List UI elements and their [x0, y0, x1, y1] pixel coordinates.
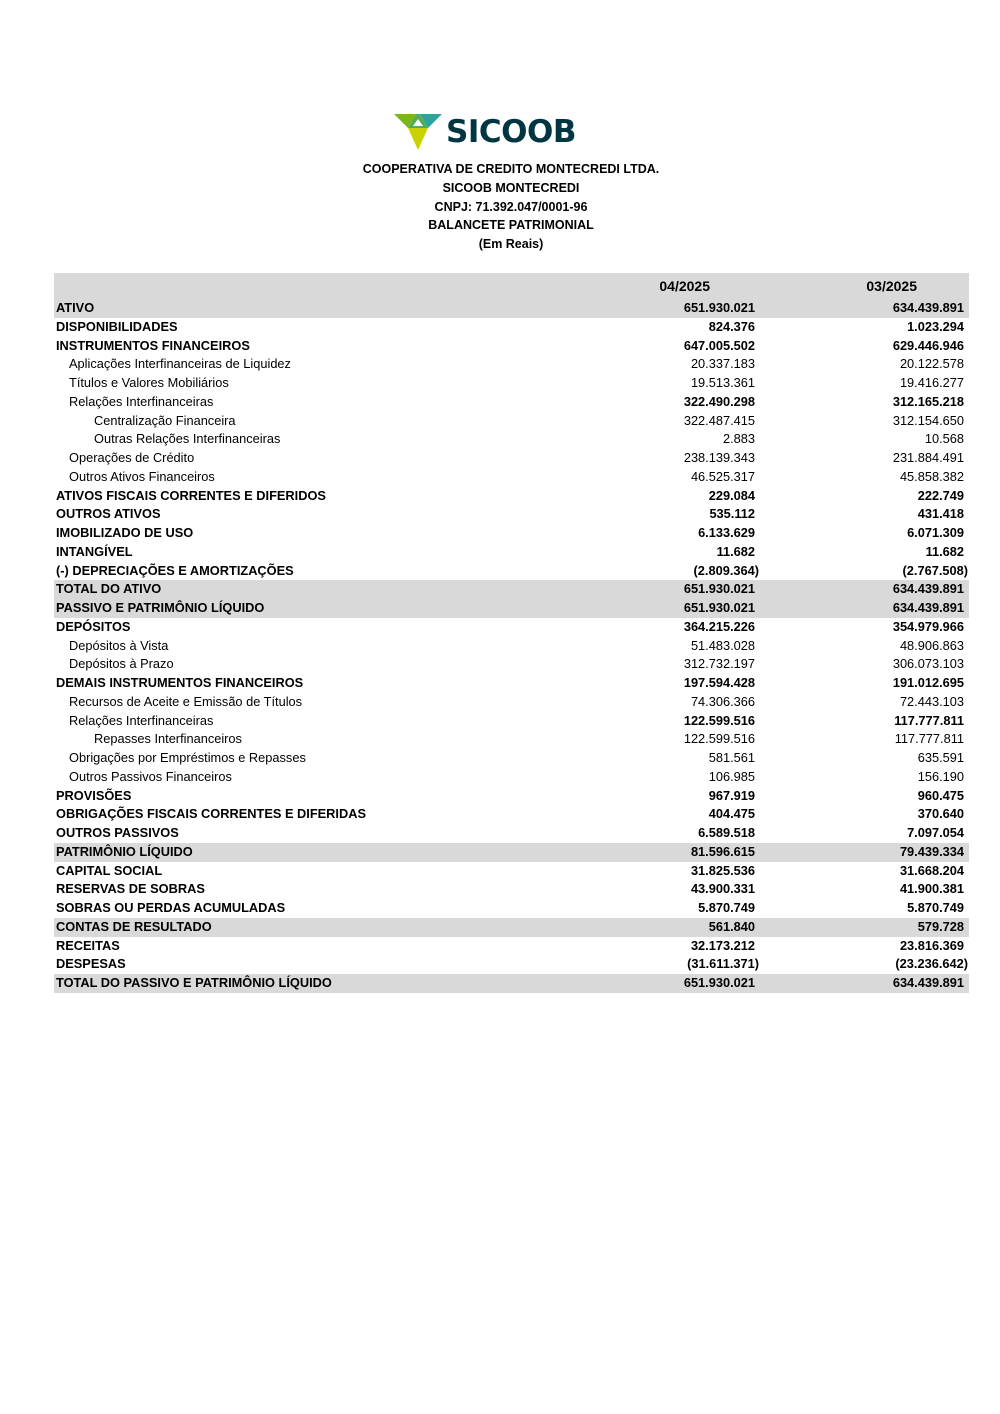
- value-current: [598, 318, 755, 337]
- value-previous: [755, 524, 969, 543]
- value-previous-text: 231.884.491: [892, 450, 964, 465]
- value-current-text: 229.084: [708, 487, 755, 503]
- table-row: [54, 374, 969, 393]
- value-previous-text: 156.190: [917, 768, 964, 784]
- value-current: [598, 580, 755, 599]
- table-row: [54, 880, 969, 899]
- value-current-text: 581.561: [708, 750, 755, 765]
- value-previous-text: 312.165.218: [892, 393, 964, 409]
- value-previous-text: 370.640: [917, 806, 964, 822]
- table-row: [54, 805, 969, 824]
- value-previous: [755, 824, 969, 843]
- row-label: SOBRAS OU PERDAS ACUMULADAS: [56, 900, 286, 915]
- row-label: OBRIGAÇÕES FISCAIS CORRENTES E DIFERIDAS: [56, 806, 366, 822]
- value-current-text: 5.870.749: [698, 900, 755, 915]
- value-previous: [755, 580, 969, 599]
- row-label: DESPESAS: [56, 956, 126, 972]
- value-current: [598, 730, 755, 749]
- row-label: Depósitos à Vista: [69, 637, 169, 653]
- value-current: [598, 768, 755, 787]
- value-previous: [755, 693, 969, 712]
- value-previous: [755, 299, 969, 318]
- row-label: IMOBILIZADO DE USO: [56, 525, 194, 540]
- value-previous: [755, 487, 969, 506]
- table-row: [54, 712, 969, 731]
- table-row: [54, 299, 969, 318]
- row-label: Recursos de Aceite e Emissão de Títulos: [69, 693, 303, 709]
- value-previous: [755, 805, 969, 824]
- row-label: PROVISÕES: [56, 787, 132, 803]
- value-current: [598, 899, 755, 918]
- value-previous-text: 960.475: [917, 787, 964, 803]
- sicoob-triangle-logo-icon: [394, 112, 442, 152]
- value-current-text: 20.337.183: [690, 356, 755, 372]
- value-previous-text: 31.668.204: [899, 862, 964, 878]
- value-previous: [755, 955, 969, 974]
- value-current-text: 11.682: [716, 543, 755, 559]
- value-previous: [755, 374, 969, 393]
- value-previous-text: 635.591: [917, 750, 964, 765]
- value-current: [598, 412, 755, 431]
- value-current-text: 81.596.615: [690, 843, 755, 859]
- value-previous: [755, 618, 969, 637]
- table-row: [54, 899, 969, 918]
- value-previous-text: 117.777.811: [894, 731, 964, 747]
- value-previous-text: 20.122.578: [899, 356, 964, 372]
- value-current: [598, 880, 755, 899]
- value-current: [598, 468, 755, 487]
- value-current-text: 122.599.516: [683, 712, 755, 728]
- value-previous-text: 10.568: [924, 431, 964, 447]
- value-previous: [755, 355, 969, 374]
- table-row: [54, 974, 969, 993]
- value-current-text: 6.589.518: [698, 825, 755, 840]
- value-current-text: 651.930.021: [683, 975, 755, 990]
- table-row: [54, 674, 969, 693]
- table-row: [54, 412, 969, 431]
- value-current: [598, 749, 755, 768]
- document-header: [0, 160, 1000, 254]
- table-row: [54, 693, 969, 712]
- row-label: INTANGÍVEL: [56, 543, 133, 559]
- row-label: RECEITAS: [56, 937, 120, 953]
- value-previous-text: 48.906.863: [899, 637, 964, 653]
- currency-note: (Em Reais): [478, 237, 544, 252]
- value-current-text: 2.883: [722, 431, 755, 447]
- value-current-text: 561.840: [708, 918, 755, 934]
- document-title: BALANCETE PATRIMONIAL: [428, 218, 594, 233]
- value-previous-text: 11.682: [925, 543, 964, 559]
- row-label: OUTROS PASSIVOS: [56, 825, 179, 840]
- value-current: [598, 543, 755, 562]
- value-previous: [755, 318, 969, 337]
- value-current: [598, 355, 755, 374]
- row-label: Depósitos à Prazo: [69, 656, 174, 672]
- table-row: [54, 355, 969, 374]
- row-label: Operações de Crédito: [69, 450, 195, 465]
- value-current-text: 535.112: [709, 506, 755, 522]
- value-current-text: 651.930.021: [683, 600, 755, 615]
- table-row: [54, 618, 969, 637]
- value-previous: [755, 430, 969, 449]
- value-current-text: 322.487.415: [683, 412, 755, 428]
- table-row: [54, 487, 969, 506]
- table-row: [54, 468, 969, 487]
- value-previous: [755, 843, 969, 862]
- value-current-text: 364.215.226: [683, 618, 755, 634]
- value-current-text: 404.475: [708, 806, 755, 822]
- table-row: [54, 843, 969, 862]
- value-current-text: 46.525.317: [690, 468, 755, 484]
- value-previous-text: 117.777.811: [894, 712, 964, 728]
- value-current-text: 32.173.212: [690, 937, 755, 953]
- table-row: [54, 824, 969, 843]
- row-label: ATIVO: [54, 299, 598, 318]
- table-row: [54, 937, 969, 956]
- value-current-text: 312.732.197: [683, 656, 755, 672]
- row-label: DEMAIS INSTRUMENTOS FINANCEIROS: [56, 675, 304, 690]
- value-previous: [755, 599, 969, 618]
- value-current-text: 106.985: [708, 768, 755, 784]
- value-current: [598, 637, 755, 656]
- value-previous-text: 634.439.891: [892, 975, 964, 990]
- value-previous-text: 23.816.369: [899, 937, 964, 953]
- value-previous-text: 19.416.277: [899, 375, 964, 390]
- table-row: [54, 749, 969, 768]
- value-current: [598, 805, 755, 824]
- company-name: COOPERATIVA DE CREDITO MONTECREDI LTDA.: [362, 162, 660, 176]
- table-row: [54, 543, 969, 562]
- value-previous: [755, 562, 969, 581]
- value-current: [598, 337, 755, 356]
- row-label: Relações Interfinanceiras: [69, 712, 214, 728]
- row-label: PASSIVO E PATRIMÔNIO LÍQUIDO: [54, 599, 598, 618]
- table-row: [54, 393, 969, 412]
- value-previous-text: 431.418: [917, 506, 964, 522]
- value-previous-text: 634.439.891: [892, 600, 964, 615]
- row-label: ATIVOS FISCAIS CORRENTES E DIFERIDOS: [56, 487, 326, 503]
- value-current-text: 651.930.021: [683, 581, 755, 597]
- table-row: [54, 655, 969, 674]
- row-label: TOTAL DO PASSIVO E PATRIMÔNIO LÍQUIDO: [54, 974, 598, 993]
- row-label: Outras Relações Interfinanceiras: [94, 431, 281, 447]
- value-current: [598, 843, 755, 862]
- value-previous-text: 6.071.309: [907, 525, 964, 540]
- value-current-text: 197.594.428: [683, 675, 755, 690]
- row-label: OUTROS ATIVOS: [56, 506, 161, 522]
- row-label: (-) DEPRECIAÇÕES E AMORTIZAÇÕES: [56, 562, 294, 578]
- value-current-text: 74.306.366: [690, 693, 755, 709]
- value-current-text: 122.599.516: [683, 731, 755, 747]
- row-label: DISPONIBILIDADES: [56, 318, 178, 334]
- value-previous: [755, 749, 969, 768]
- value-current: [598, 299, 755, 318]
- logo-text: SICOOB: [446, 114, 576, 150]
- value-previous-text: 306.073.103: [892, 656, 964, 672]
- value-current: [598, 618, 755, 637]
- row-label: Repasses Interfinanceiros: [94, 731, 242, 747]
- value-current-text: (2.809.364): [693, 562, 759, 578]
- value-current: [598, 505, 755, 524]
- sicoob-logo: [394, 110, 594, 154]
- table-row: [54, 449, 969, 468]
- value-previous: [755, 543, 969, 562]
- value-current-text: 322.490.298: [683, 393, 755, 409]
- value-previous-text: 45.858.382: [899, 468, 964, 484]
- value-current-text: 238.139.343: [683, 450, 755, 465]
- value-current-text: 647.005.502: [683, 337, 755, 353]
- value-current: [598, 937, 755, 956]
- table-row: [54, 787, 969, 806]
- table-row: [54, 768, 969, 787]
- row-label: Centralização Financeira: [94, 412, 236, 428]
- value-current-text: 51.483.028: [690, 637, 755, 653]
- table-row: [54, 337, 969, 356]
- value-previous: [755, 712, 969, 731]
- table-row: [54, 505, 969, 524]
- value-previous-text: 79.439.334: [899, 843, 964, 859]
- row-label: Aplicações Interfinanceiras de Liquidez: [69, 356, 291, 372]
- column-header-previous: 03/2025: [755, 273, 969, 299]
- value-current-text: 43.900.331: [690, 881, 755, 897]
- header-label-cell: [54, 273, 598, 299]
- value-previous-text: 41.900.381: [899, 881, 964, 897]
- value-previous-text: 5.870.749: [907, 900, 964, 915]
- value-previous-text: 7.097.054: [907, 825, 964, 840]
- value-current: [598, 449, 755, 468]
- value-current-text: 31.825.536: [690, 862, 755, 878]
- value-current: [598, 393, 755, 412]
- table-row: [54, 637, 969, 656]
- value-current-text: 651.930.021: [683, 300, 755, 315]
- value-previous: [755, 412, 969, 431]
- value-previous: [755, 918, 969, 937]
- balance-sheet-table: [54, 273, 969, 993]
- value-current: [598, 862, 755, 881]
- table-row: [54, 562, 969, 581]
- value-previous-text: 72.443.103: [899, 693, 964, 709]
- value-current: [598, 974, 755, 993]
- value-current-text: 967.919: [708, 787, 755, 803]
- value-current: [598, 824, 755, 843]
- value-current: [598, 712, 755, 731]
- table-row: [54, 430, 969, 449]
- value-previous-text: 354.979.966: [892, 618, 964, 634]
- value-current: [598, 599, 755, 618]
- row-label: Títulos e Valores Mobiliários: [69, 375, 229, 390]
- value-current: [598, 524, 755, 543]
- table-row: [54, 862, 969, 881]
- value-current-text: (31.611.371): [687, 956, 759, 972]
- row-label: CAPITAL SOCIAL: [56, 862, 163, 878]
- column-header-current: 04/2025: [598, 273, 755, 299]
- value-current: [598, 655, 755, 674]
- value-previous: [755, 787, 969, 806]
- table-row: [54, 918, 969, 937]
- row-label: TOTAL DO ATIVO: [54, 580, 598, 599]
- value-current: [598, 693, 755, 712]
- value-previous-text: (23.236.642): [895, 956, 968, 972]
- row-label: Obrigações por Empréstimos e Repasses: [69, 750, 306, 765]
- value-current: [598, 674, 755, 693]
- table-row: [54, 955, 969, 974]
- trade-name: SICOOB MONTECREDI: [442, 180, 580, 195]
- value-previous-text: 1.023.294: [907, 318, 964, 334]
- value-previous: [755, 393, 969, 412]
- table-row: [54, 318, 969, 337]
- value-current-text: 19.513.361: [690, 375, 755, 390]
- value-current: [598, 787, 755, 806]
- value-previous: [755, 730, 969, 749]
- value-previous-text: 634.439.891: [892, 300, 964, 315]
- value-current-text: 824.376: [708, 318, 755, 334]
- value-previous: [755, 899, 969, 918]
- value-previous: [755, 637, 969, 656]
- value-current: [598, 955, 759, 974]
- value-current: [598, 918, 755, 937]
- row-label: Relações Interfinanceiras: [69, 393, 214, 409]
- row-label: RESERVAS DE SOBRAS: [56, 881, 205, 897]
- table-header-row: [54, 273, 969, 299]
- row-label: Outros Passivos Financeiros: [69, 768, 232, 784]
- value-previous: [755, 337, 969, 356]
- value-current: [598, 430, 755, 449]
- value-previous: [755, 468, 969, 487]
- table-row: [54, 730, 969, 749]
- value-previous: [755, 768, 969, 787]
- value-current: [598, 374, 755, 393]
- value-previous: [755, 655, 969, 674]
- row-label: INSTRUMENTOS FINANCEIROS: [56, 337, 250, 353]
- value-previous: [755, 505, 969, 524]
- value-previous: [755, 449, 969, 468]
- row-label: PATRIMÔNIO LÍQUIDO: [54, 843, 598, 862]
- value-previous-text: 191.012.695: [892, 675, 964, 690]
- table-row: [54, 580, 969, 599]
- value-current-text: 6.133.629: [698, 525, 755, 540]
- value-previous-text: 634.439.891: [892, 581, 964, 597]
- value-previous-text: 629.446.946: [892, 337, 964, 353]
- value-current: [598, 562, 759, 581]
- value-previous-text: 579.728: [917, 918, 964, 934]
- value-previous-text: 222.749: [917, 487, 964, 503]
- table-row: [54, 599, 969, 618]
- value-previous: [755, 974, 969, 993]
- value-previous: [755, 880, 969, 899]
- row-label: DEPÓSITOS: [56, 618, 131, 634]
- cnpj: CNPJ: 71.392.047/0001-96: [434, 199, 588, 214]
- value-previous: [755, 937, 969, 956]
- row-label: Outros Ativos Financeiros: [69, 468, 215, 484]
- value-previous-text: 312.154.650: [892, 412, 964, 428]
- value-previous: [755, 862, 969, 881]
- value-previous: [755, 674, 969, 693]
- value-previous-text: (2.767.508): [902, 562, 968, 578]
- row-label: CONTAS DE RESULTADO: [54, 918, 598, 937]
- value-current: [598, 487, 755, 506]
- table-row: [54, 524, 969, 543]
